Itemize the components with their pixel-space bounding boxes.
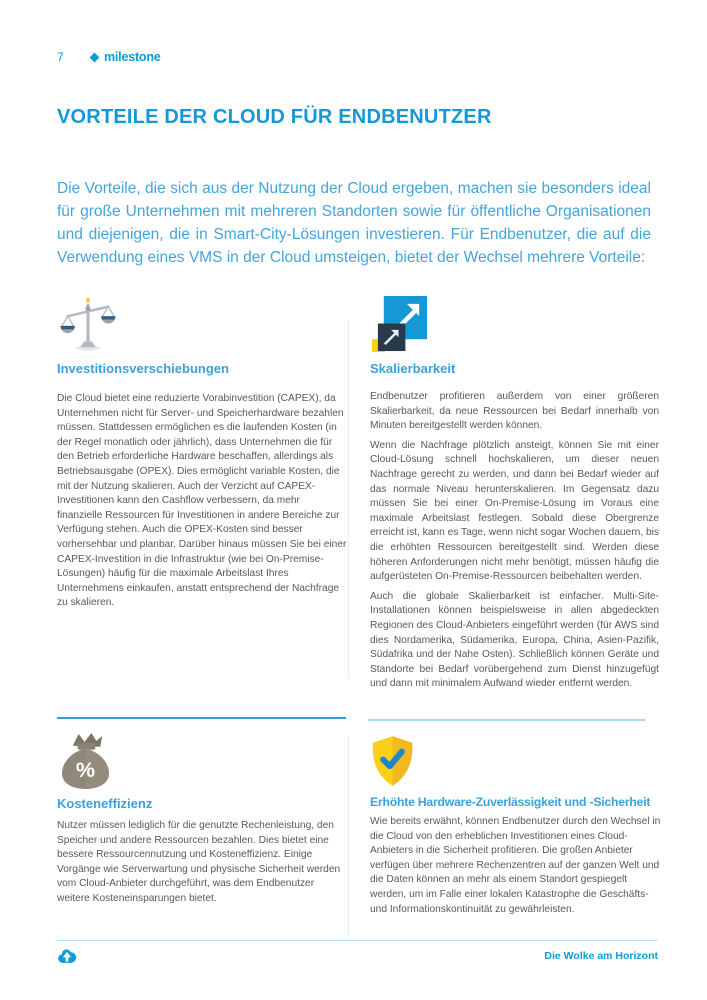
money-bag-icon bbox=[59, 733, 112, 790]
section-body-cost-efficiency: Nutzer müssen lediglich für die genutzte Rechenleistung, den Speicher und andere Ressourcen bezahlen. Dies bietet eine bessere Ressourcennutzung und Kosteneffizienz. Einige Vorgänge wie Serverwartung und physische Sicherheit werden vom Cloud-Anbieter durchgeführt, was dem Endbenutzer weitere Kosteneinsparungen bietet. bbox=[57, 820, 341, 904]
section-body-scalability bbox=[370, 390, 659, 692]
shield-check-icon bbox=[370, 735, 415, 788]
section-title-scalability: Skalierbarkeit bbox=[370, 361, 456, 376]
section-divider-left bbox=[57, 717, 346, 719]
section-body-hardware-reliability: Wie bereits erwähnt, können Endbenutzer durch den Wechsel in die Cloud von den erheblichen Investitionen eines Cloud-Anbieters in die Sicherheit profitieren. Die großen Anbieter verfügen über mehrere Rechenzentren auf der ganzen Welt und die Daten können an mehr als einem Standort gespiegelt werden, um im Falle einer lokalen Katastrophe die Geschäfts- und Informationskontinuität zu gewährleisten. bbox=[370, 816, 661, 915]
brand-logo bbox=[89, 50, 161, 64]
svg-text:%: % bbox=[75, 757, 96, 783]
section-title-cost-efficiency: Kosteneffizienz bbox=[57, 796, 153, 811]
scale-up-icon bbox=[371, 295, 428, 354]
section-title-investment-shift: Investitionsverschiebungen bbox=[57, 361, 229, 376]
cloud-upload-icon bbox=[57, 948, 77, 964]
section-body-investment-shift: Die Cloud bietet eine reduzierte Vorabinvestition (CAPEX), da Unternehmen nicht für Server- und Speicherhardware bezahlen müssen. Stattdessen ermöglichen es die laufenden Kosten (in der Regel monatlich oder jährlich), dass Unternehmen die für den Betrieb erforderliche Hardware beschaffen, allerdings als Betriebsausgabe (OPEX). Dies ermöglicht variable Kosten, die mit der Nutzung skalieren. Auch der Verzicht auf CAPEX-Investitionen kann den Cashflow verbessern, da mehr finanzielle Ressourcen für Investitionen in andere Bereiche zur Verfügung stehen. Auch die OPEX-Kosten sind besser vorhersehbar und planbar. Darüber hinaus müssen Sie bei einer CAPEX-Investition in die Infrastruktur (wie bei On-Premise-Lösungen) häufig für die maximale Arbeitslast Ihres Unternehmens einkaufen, anstatt entsprechend der Nachfrage zu skalieren. bbox=[57, 393, 347, 609]
scalability-paragraph: Auch die globale Skalierbarkeit ist einfacher. Multi-Site-Installationen können beispielsweise in allen abgedeckten Regionen des Cloud-Anbieters eingeführt werden (für AWS sind dies Nordamerika, Südamerika, Europa, China, Asien-Pazifik, Südafrika und der Nahe Osten). Schließlich können Geräte und Standorte bei Bedarf vorübergehend zum Dienst hinzugefügt und dann mit minimalem Aufwand wieder entfernt werden. bbox=[370, 590, 659, 690]
page-number: 7 bbox=[57, 50, 64, 64]
section-divider-right bbox=[368, 719, 645, 721]
footer-title: Die Wolke am Horizont bbox=[544, 950, 658, 962]
section-title-hardware-reliability: Erhöhte Hardware-Zuverlässigkeit und -Sicherheit bbox=[370, 795, 651, 809]
scales-icon bbox=[59, 296, 117, 352]
page-title: VORTEILE DER CLOUD FÜR ENDBENUTZER bbox=[57, 106, 492, 128]
brand-name: milestone bbox=[104, 50, 161, 64]
intro-paragraph: Die Vorteile, die sich aus der Nutzung der Cloud ergeben, machen sie besonders ideal für große Unternehmen mit mehreren Standorten sowie für öffentliche Organisationen und diejenigen, die in Smart-City-Lösungen investieren. Für Endbenutzer, die auf die Verwendung eines VMS in der Cloud umsteigen, bietet der Wechsel mehrere Vorteile: bbox=[57, 180, 651, 266]
scalability-paragraph: Wenn die Nachfrage plötzlich ansteigt, können Sie mit einer Cloud-Lösung schnell hochskalieren, um dieser neuen Nachfrage gerecht zu werden, und dann bei Bedarf wieder auf das normale Niveau herunterskalieren. Im Gegensatz dazu müssen Sie bei einer On-Premise-Lösung im Voraus eine maximale Arbeitslast festlegen. Sobald diese Obergrenze erreicht ist, kann es Tage, wenn nicht sogar Wochen dauern, bis die erhöhten Ressourcen bereitgestellt sind. Werden diese höheren Anforderungen nicht mehr benötigt, müssen häufig die aufgerüsteten On-Premise-Ressourcen beibehalten werden. bbox=[370, 439, 659, 583]
scalability-paragraph: Endbenutzer profitieren außerdem von einer größeren Skalierbarkeit, da neue Ressourcen bei Bedarf innerhalb von Minuten bereitgestellt werden können. bbox=[370, 391, 659, 432]
footer-rule bbox=[57, 940, 658, 941]
milestone-diamond-icon bbox=[89, 52, 100, 63]
column-rule-top bbox=[348, 321, 349, 678]
